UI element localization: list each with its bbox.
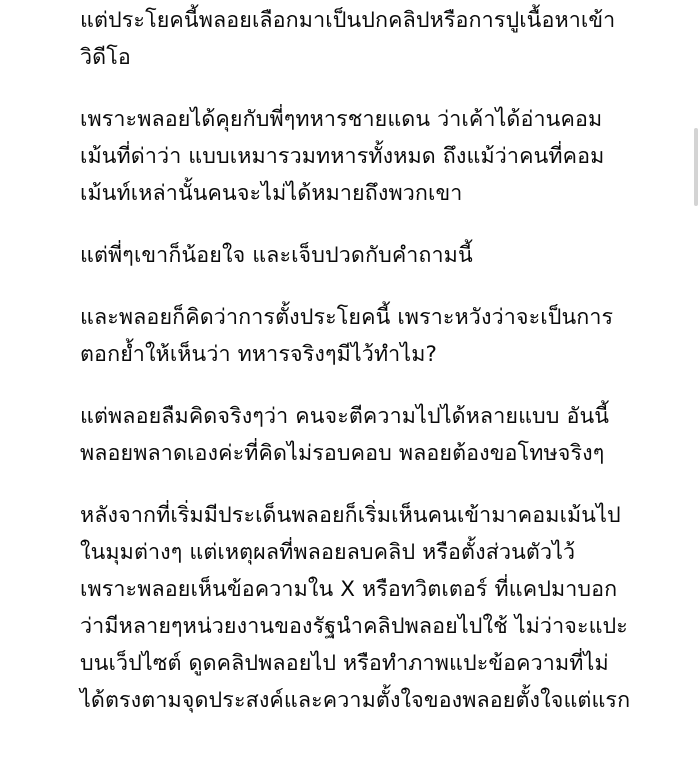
paragraph: แต่พี่ๆเขาก็น้อยใจ และเจ็บปวดกับคำถามนี้ — [80, 243, 473, 268]
document-text-body — [80, 0, 632, 719]
paragraph: แต่พลอยลืมคิดจริงๆว่า คนจะตีความไปได้หลายแบบ อันนี้พลอยพลาดเองค่ะที่คิดไม่รอบคอบ พลอยต้องขอโทษจริงๆ — [80, 404, 610, 466]
paragraph: แต่ประโยคนี้พลอยเลือกมาเป็นปกคลิปหรือการปูเนื้อหาเข้าวิดีโอ — [80, 8, 616, 70]
paragraph: หลังจากที่เริ่มมีประเด็นพลอยก็เริ่มเห็นคนเข้ามาคอมเม้นไปในมุมต่างๆ แต่เหตุผลที่พลอยลบคลิป หรือตั้งส่วนตัวไว้ เพราะพลอยเห็นข้อความใน X หรือทวิตเตอร์ ที่แคปมาบอกว่ามีหลายๆหน่วยงานของรัฐนำคลิปพลอยไปใช้ ไม่ว่าจะแปะบนเว็ปไซต์ ดูดคลิปพลอยไป หรือทำภาพแปะข้อความที่ไม่ได้ตรงตามจุดประสงค์และความตั้งใจของพลอยตั้งใจแต่แรก — [80, 503, 631, 713]
scrollbar-thumb[interactable] — [694, 128, 698, 206]
scrollbar[interactable] — [694, 0, 700, 782]
paragraph: เพราะพลอยได้คุยกับพี่ๆทหารชายแดน ว่าเค้าได้อ่านคอมเม้นที่ด่าว่า แบบเหมารวมทหารทั้งหมด ถึงแม้ว่าคนที่คอมเม้นท์เหล่านั้นคนจะไม่ได้หมายถึงพวกเขา — [80, 107, 605, 206]
paragraph: และพลอยก็คิดว่าการตั้งประโยคนี้ เพราะหวังว่าจะเป็นการตอกย้ำให้เห็นว่า ทหารจริงๆมีไว้ทำไม? — [80, 305, 614, 367]
